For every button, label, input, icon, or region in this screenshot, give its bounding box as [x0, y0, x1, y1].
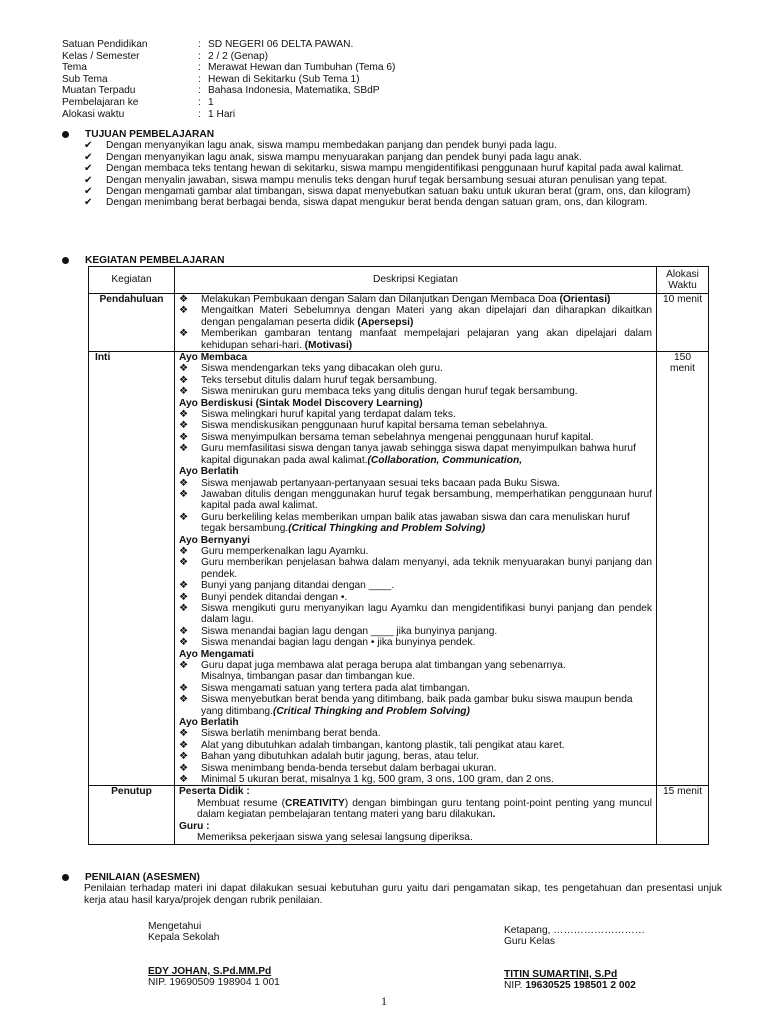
list-item: ✔ Dengan menyanyikan lagu anak, siswa mampu membedakan panjang dan pendek bunyi pada lagu.	[84, 140, 557, 152]
diamond-bullet-icon: ❖	[179, 363, 189, 375]
list-item: ✔ Dengan menyanyikan lagu anak, siswa mampu menyuarakan panjang dan pendek bunyi pada lagu anak.	[84, 151, 582, 163]
list-item: ❖ Melakukan Pembukaan dengan Salam dan Dilanjutkan Dengan Membaca Doa (Orientasi)	[179, 294, 611, 305]
penilaian-section	[62, 872, 722, 906]
check-icon: ✔	[84, 163, 93, 175]
identity-row: Alokasi waktu : 1 Hari	[62, 108, 236, 120]
list-item: ❖ Minimal 5 ukuran berat, misalnya 1 kg, 500 gram, 3 ons, 100 gram, dan 2 ons.	[179, 774, 554, 786]
table-header-row	[89, 267, 709, 294]
row-time: 10 menit	[657, 294, 709, 352]
penilaian-text: Penilaian terhadap materi ini dapat dilakukan sesuai kebutuhan guru yaitu dari pengamatan sikap, tes pengetahuan dan presentasi unjuk kerja atau hasil karya/projek dengan rubrik penilaian.	[84, 883, 722, 906]
square-bullet-icon	[179, 798, 197, 821]
diamond-bullet-icon: ❖	[179, 294, 189, 305]
bullet-icon	[62, 257, 69, 264]
diamond-bullet-icon: ❖	[179, 739, 189, 751]
subsection-title: Ayo Berlatih	[179, 717, 239, 729]
bullet-icon	[62, 131, 69, 138]
check-icon: ✔	[84, 186, 93, 198]
list-item: ❖ Alat yang dibutuhkan adalah timbangan, kantong plastik, tali pengikat atau karet.	[179, 739, 565, 751]
subsection-title: Ayo Berlatih	[179, 466, 239, 478]
row-description	[175, 352, 657, 786]
list-item: ❖ Mengaitkan Materi Sebelumnya dengan Materi yang akan dipelajari dan diharapkan dikaitkan dengan pengalaman peserta didik (Apersepsi)	[179, 305, 652, 328]
row-label: Penutup	[89, 786, 175, 844]
list-item: ❖ Siswa mengikuti guru menyanyikan lagu Ayamku dan mengidentifikasi bunyi panjang dan pendek dalam lagu.	[179, 602, 652, 626]
diamond-bullet-icon: ❖	[179, 660, 189, 671]
list-item: ❖ Guru dapat juga membawa alat peraga berupa alat timbangan yang sebenarnya. Misalnya, timbangan pasar dan timbangan kue.	[179, 660, 566, 683]
list-item: ❖ Guru memberikan penjelasan bahwa dalam menyanyi, ada teknik menyuarakan bunyi panjang dan pendek.	[179, 557, 652, 580]
check-icon: ✔	[84, 151, 93, 163]
list-item: ✔ Dengan menyalin jawaban, siswa mampu menulis teks dengan huruf tegak bersambung sesuai aturan penulisan yang tepat.	[84, 174, 668, 186]
identity-row: Satuan Pendidikan : SD NEGERI 06 DELTA PAWAN.	[62, 39, 354, 50]
diamond-bullet-icon: ❖	[179, 602, 189, 614]
list-item: ❖ Siswa melingkari huruf kapital yang terdapat dalam teks.	[179, 409, 456, 421]
diamond-bullet-icon: ❖	[179, 488, 189, 500]
table-row	[89, 352, 709, 786]
diamond-bullet-icon: ❖	[179, 682, 189, 694]
list-item: ❖ Siswa mengamati satuan yang tertera pada alat timbangan.	[179, 682, 470, 694]
list-item: ❖ Siswa menimbang benda-benda tersebut dalam berbagai ukuran.	[179, 762, 497, 774]
kegiatan-section	[62, 255, 224, 266]
diamond-bullet-icon: ❖	[179, 728, 189, 740]
signature-right-name: TITIN SUMARTINI, S.Pd NIP. 19630525 198501 2 002	[504, 969, 636, 992]
list-item: ❖ Siswa menyebutkan berat benda yang ditimbang, baik pada gambar buku siswa maupun benda yang ditimbang.(Critical Thingking and Problem Solving)	[179, 694, 633, 717]
list-item: ❖ Siswa menirukan guru membaca teks yang ditulis dengan huruf tegak bersambung.	[179, 386, 578, 398]
identity-row: Tema : Merawat Hewan dan Tumbuhan (Tema 6)	[62, 62, 396, 74]
page-number: 1	[381, 994, 387, 1008]
diamond-bullet-icon: ❖	[179, 751, 189, 763]
row-label: Pendahuluan	[89, 294, 175, 352]
list-item: ❖ Bunyi yang panjang ditandai dengan ____.	[179, 580, 395, 592]
tujuan-list	[62, 140, 720, 208]
identity-row: Sub Tema : Hewan di Sekitarku (Sub Tema 1)	[62, 73, 360, 85]
list-item: ❖ Memberikan gambaran tentang manfaat mempelajari pelajaran yang akan dipelajari dalam kehidupan sehari-hari. (Motivasi)	[179, 328, 652, 351]
diamond-bullet-icon: ❖	[179, 328, 189, 340]
diamond-bullet-icon: ❖	[179, 511, 189, 523]
diamond-bullet-icon: ❖	[179, 431, 189, 443]
list-item: ❖ Siswa menandai bagian lagu dengan • jika bunyinya pendek.	[179, 637, 476, 649]
check-icon: ✔	[84, 197, 93, 209]
diamond-bullet-icon: ❖	[179, 409, 189, 421]
list-item: Membuat resume (CREATIVITY) dengan bimbingan guru tentang point-point penting yang muncul dalam kegiatan pembelajaran tentang materi yang baru dilakukan.	[179, 798, 652, 821]
diamond-bullet-icon: ❖	[179, 443, 189, 455]
identity-row: Kelas / Semester : 2 / 2 (Genap)	[62, 50, 269, 62]
identity-block	[62, 39, 395, 120]
header-deskripsi: Deskripsi Kegiatan	[175, 267, 657, 294]
subsection-title: Ayo Membaca	[179, 352, 248, 364]
table-row	[89, 786, 709, 844]
list-item: ❖ Siswa menandai bagian lagu dengan ____ jika bunyinya panjang.	[179, 625, 498, 637]
row-label: Inti	[89, 352, 175, 786]
signature-left-name: EDY JOHAN, S.Pd.MM.Pd NIP. 19690509 198904 1 001	[148, 966, 280, 989]
diamond-bullet-icon: ❖	[179, 557, 189, 569]
list-item: Memeriksa pekerjaan siswa yang selesai langsung diperiksa.	[179, 832, 652, 843]
list-item: ❖ Guru memfasilitasi siswa dengan tanya jawab sehingga siswa dapat menyimpulkan bahwa huruf kapital digunakan pada awal kalimat.(Collaboration, Communication,	[179, 443, 636, 466]
list-item: ❖ Siswa menjawab pertanyaan-pertanyaan sesuai teks bacaan pada Buku Siswa.	[179, 477, 561, 489]
row-time: 150 menit	[657, 352, 709, 786]
bullet-icon	[62, 874, 69, 881]
diamond-bullet-icon: ❖	[179, 374, 189, 386]
list-item: ✔ Dengan menimbang berat berbagai benda, siswa dapat mengukur berat benda dengan satuan gram, ons, dan kilogram.	[84, 197, 648, 209]
subsection-title: Guru :	[179, 820, 210, 832]
row-description	[175, 786, 657, 844]
check-icon: ✔	[84, 140, 93, 152]
tujuan-section	[62, 129, 720, 209]
check-icon: ✔	[84, 174, 93, 186]
subsection-title: Ayo Mengamati	[179, 648, 254, 660]
list-item: ❖ Jawaban ditulis dengan menggunakan huruf tegak bersambung, memperhatikan penggunaan huruf kapital pada awal kalimat.	[179, 488, 652, 512]
list-item: ❖ Bunyi pendek ditandai dengan •.	[179, 591, 348, 603]
subsection-title: Ayo Bernyanyi	[179, 534, 250, 546]
list-item: ❖ Siswa mendiskusikan penggunaan huruf kapital bersama teman sebelahnya.	[179, 420, 548, 432]
diamond-bullet-icon: ❖	[179, 762, 189, 774]
signature-right: Ketapang, ……………………… Guru Kelas	[504, 925, 645, 948]
list-item: ❖ Siswa mendengarkan teks yang dibacakan oleh guru.	[179, 363, 443, 375]
header-kegiatan: Kegiatan	[89, 267, 175, 294]
signature-left: Mengetahui Kepala Sekolah	[148, 921, 220, 944]
list-item: ❖ Bahan yang dibutuhkan adalah butir jagung, beras, atau telur.	[179, 751, 480, 763]
list-item: ✔ Dengan mengamati gambar alat timbangan, siswa dapat menyebutkan satuan baku untuk ukuran berat (gram, ons, dan kilogram)	[84, 186, 691, 198]
diamond-bullet-icon: ❖	[179, 637, 189, 649]
list-item: ❖ Guru berkeliling kelas memberikan umpan balik atas jawaban siswa dan cara menuliskan huruf tegak bersambung.(Critical Thingking and Problem Solving)	[179, 511, 630, 535]
penilaian-heading: PENILAIAN (ASESMEN)	[62, 872, 722, 883]
identity-row: Muatan Terpadu : Bahasa Indonesia, Matematika, SBdP	[62, 85, 380, 97]
subsection-title: Ayo Berdiskusi (Sintak Model Discovery Learning)	[179, 397, 423, 409]
diamond-bullet-icon: ❖	[179, 591, 189, 603]
diamond-bullet-icon: ❖	[179, 580, 189, 592]
diamond-bullet-icon: ❖	[179, 625, 189, 637]
subsection-title: Peserta Didik :	[179, 786, 250, 798]
list-item: ❖ Siswa berlatih menimbang berat benda.	[179, 728, 381, 740]
diamond-bullet-icon: ❖	[179, 694, 189, 706]
list-item: ❖ Teks tersebut ditulis dalam huruf tegak bersambung.	[179, 374, 438, 386]
square-bullet-icon	[179, 832, 197, 843]
tujuan-heading: TUJUAN PEMBELAJARAN	[62, 129, 720, 140]
diamond-bullet-icon: ❖	[179, 774, 189, 786]
list-item: ❖ Guru memperkenalkan lagu Ayamku.	[179, 545, 369, 557]
row-description	[175, 294, 657, 352]
list-item: ❖ Siswa menyimpulkan bersama teman sebelahnya mengenai penggunaan huruf kapital.	[179, 431, 594, 443]
diamond-bullet-icon: ❖	[179, 420, 189, 432]
diamond-bullet-icon: ❖	[179, 545, 189, 557]
header-alokasi: Alokasi Waktu	[657, 267, 709, 294]
table-row	[89, 294, 709, 352]
identity-row: Pembelajaran ke : 1	[62, 96, 214, 108]
kegiatan-table	[88, 266, 709, 845]
list-item: ✔ Dengan membaca teks tentang hewan di sekitarku, siswa mampu mengidentifikasi penggunaan huruf kapital pada awal kalimat.	[84, 163, 684, 175]
diamond-bullet-icon: ❖	[179, 305, 189, 317]
diamond-bullet-icon: ❖	[179, 477, 189, 489]
kegiatan-heading: KEGIATAN PEMBELAJARAN	[62, 255, 224, 266]
diamond-bullet-icon: ❖	[179, 386, 189, 398]
row-time: 15 menit	[657, 786, 709, 844]
